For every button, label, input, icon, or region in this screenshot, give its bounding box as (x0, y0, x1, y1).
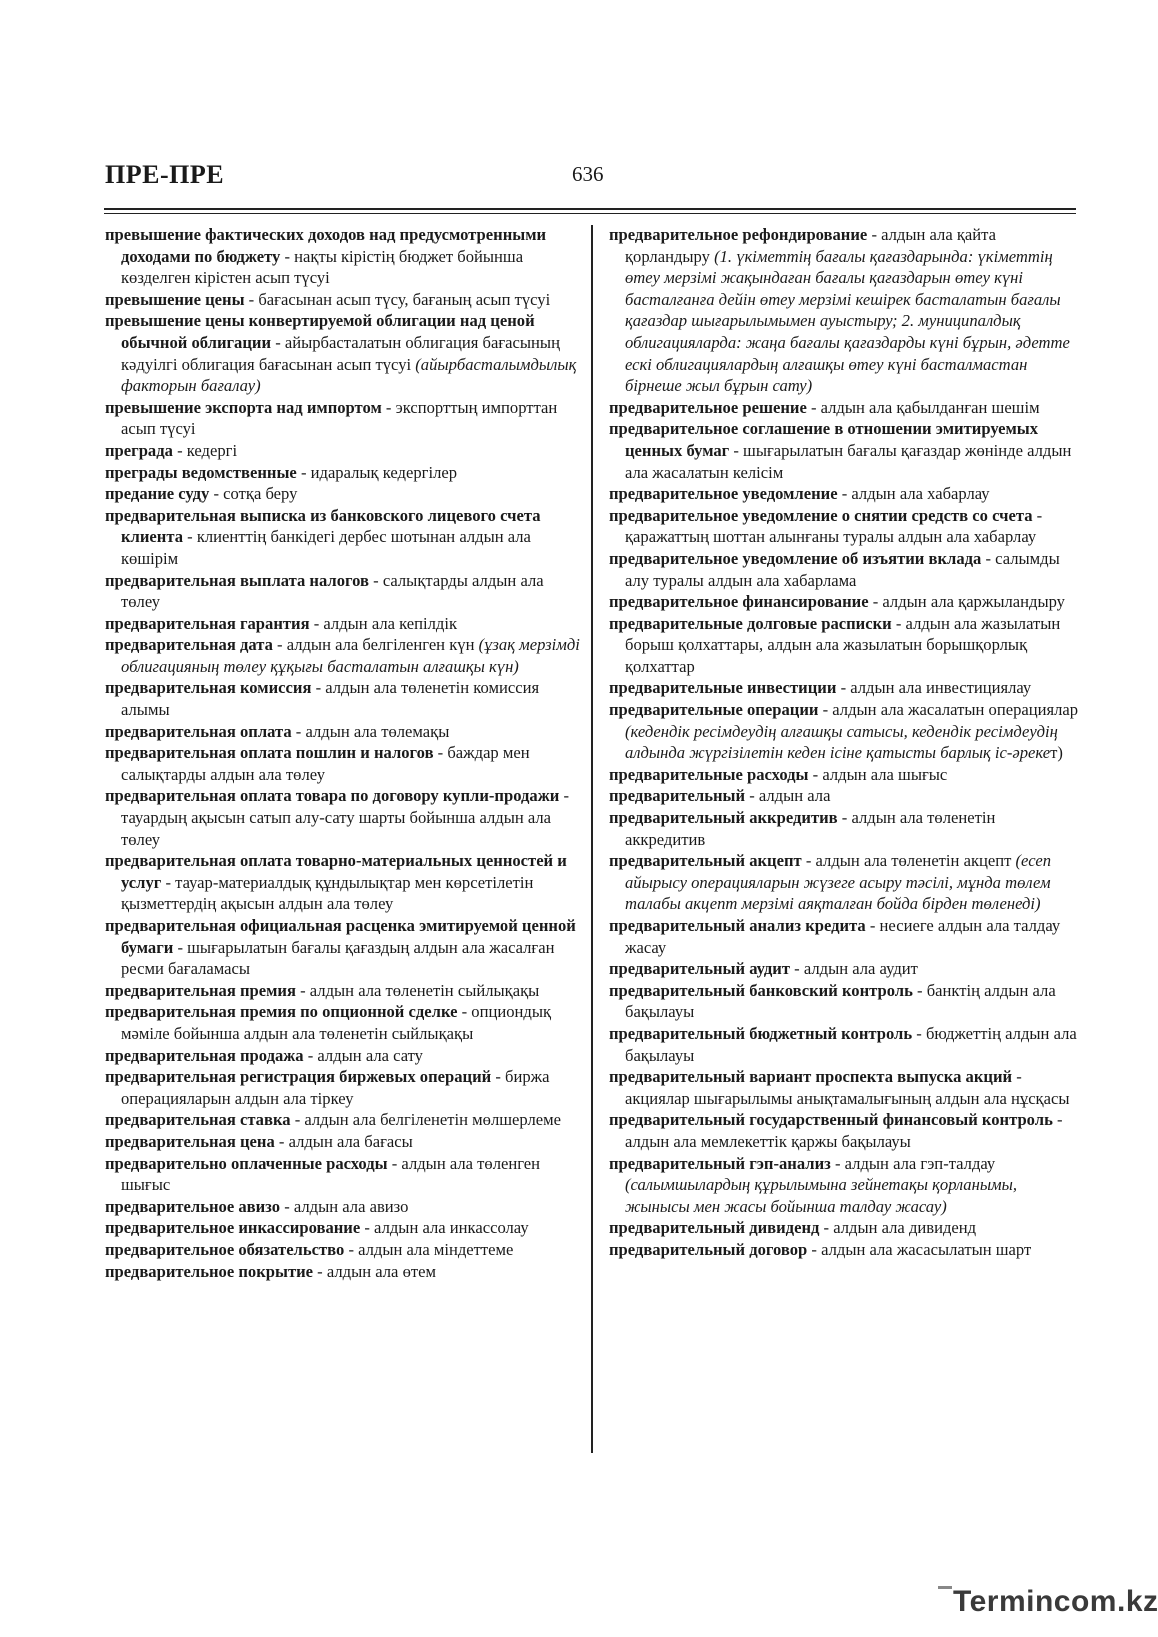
entry-definition: - идаралық кедергілер (296, 462, 458, 482)
entry-term: превышение цены (105, 289, 245, 309)
dictionary-entry (105, 850, 580, 915)
entry-term: предварительная оплата товарно-материальных ценностей и услуг (105, 851, 567, 892)
dictionary-entry (105, 677, 580, 720)
dictionary-entry (609, 548, 1079, 591)
entry-term: предварительное финансирование (609, 592, 869, 612)
dictionary-entry (105, 483, 580, 505)
entry-term: предварительный (609, 786, 746, 806)
entry-term: предварительный аккредитив (609, 808, 838, 828)
entry-definition: - биржа операцияларын алдын ала тіркеу (121, 1067, 550, 1108)
entry-definition: - алдын ала өтем (313, 1261, 436, 1281)
entry-term: предварительная премия (105, 980, 296, 1000)
entry-term: превышение фактических доходов над предусмотренными доходами по бюджету (105, 225, 547, 266)
entry-term: предварительное уведомление об изъятии вклада (609, 548, 982, 568)
dictionary-entry (105, 1239, 580, 1261)
entry-term: предварительная выплата налогов (105, 570, 369, 590)
entry-term: предварительное авизо (105, 1196, 281, 1216)
entry-definition: - тауар-материалдық құндылықтар мен көрсетілетін қызметтердің ақысын алдын ала төлеу (121, 872, 534, 914)
dictionary-entry (105, 1196, 580, 1218)
dictionary-entry (609, 764, 1079, 786)
entry-note: (1. үкіметтің бағалы қағаздарында: үкіметтің өтеу мерзімі жақындаған бағалы қағаздарын өтеу күні басталғанға дейін өтеу мерзімі кешірек басталатын бағалы қағаздар шығарылымымен ауыстыру; 2. муниципалдық облигацияларда: жаңа бағалы қағаздарды күні бұрын, әдетте ескі облигациялардың алғашқы өтеу күні басталмастан бірнеше жыл бұрын сату) (625, 246, 1070, 396)
right-column (609, 224, 1079, 1261)
entry-term: предварительное инкассирование (105, 1218, 361, 1238)
dictionary-entry (105, 1217, 580, 1239)
entry-definition: - баждар мен салықтарды алдын ала төлеу (121, 743, 530, 784)
entry-term: предварительный бюджетный контроль (609, 1023, 913, 1043)
entry-definition: - алдын ала төлемақы (291, 721, 450, 741)
entry-definition: - нақты кірістің бюджет бойынша көзделген кірістен асып түсуі (121, 246, 524, 288)
dictionary-entry (609, 807, 1079, 850)
entry-definition: - алдын ала хабарлау (837, 484, 990, 504)
entry-definition: - шығарылатын бағалы қағаздар жөнінде алдын ала жасалатын келісім (625, 440, 1072, 482)
dictionary-entry (105, 915, 580, 980)
entry-term: преграды ведомственные (105, 462, 297, 482)
entry-term: предварительный банковский контроль (609, 980, 913, 1000)
entry-definition: - опциондық мәміле бойынша алдын ала төленетін сыйлықақы (121, 1002, 552, 1043)
dictionary-entry (609, 1217, 1079, 1239)
entry-definition: - алдын ала қаржыландыру (868, 592, 1065, 612)
entry-definition: - несиеге алдын ала талдау жасау (625, 916, 1061, 957)
entry-term: предварительные операции (609, 700, 819, 720)
dictionary-entry (105, 1153, 580, 1196)
dictionary-entry (609, 397, 1079, 419)
entry-definition: - кедергі (172, 440, 238, 460)
entry-definition: - тауардың ақысын сатып алу-сату шарты бойынша алдын ала төлеу (121, 786, 570, 849)
entry-definition: - акциялар шығарылымы анықтамалығының алдын ала нұсқасы (625, 1067, 1070, 1108)
entry-definition: - бағасынан асып түсу, бағаның асып түсуі (244, 289, 551, 309)
entry-definition: - алдын ала міндеттеме (344, 1239, 514, 1259)
entry-term: предварительная гарантия (105, 613, 310, 633)
entry-definition: - алдын ала дивиденд (819, 1218, 977, 1238)
dictionary-entry (609, 958, 1079, 980)
logo-bar-icon (938, 1586, 952, 1589)
dictionary-entry (105, 721, 580, 743)
entry-term: предварительное решение (609, 397, 807, 417)
dictionary-entry (609, 1239, 1079, 1261)
entry-term: предание суду (105, 484, 210, 504)
entry-definition: - айырбасталатын облигация бағасының кәдуілгі облигация бағасынан асып түсуі (121, 332, 560, 374)
entry-term: предварительный аудит (609, 959, 791, 979)
entry-term: предварительный вариант проспекта выпуска акций (609, 1067, 1013, 1087)
left-column (105, 224, 580, 1282)
entry-term: предварительный анализ кредита (609, 916, 866, 935)
entry-term: предварительная дата (105, 635, 273, 655)
entry-definition: - алдын ала сату (303, 1045, 423, 1065)
entry-definition: - алдын ала мемлекеттік қаржы бақылауы (625, 1110, 1063, 1151)
entry-definition: - алдын ала авизо (280, 1196, 409, 1216)
dictionary-entry (609, 677, 1079, 699)
dictionary-entry (105, 570, 580, 613)
entry-definition: - алдын ала қабылданған шешім (806, 397, 1040, 417)
entry-definition: - алдын ала шығыс (808, 764, 948, 784)
entry-definition: - салықтарды алдын ала төлеу (121, 570, 544, 612)
entry-term: предварительный государственный финансовый контроль (609, 1110, 1053, 1130)
entry-definition: - шығарылатын бағалы қағаздың алдын ала жасалған ресми бағаламасы (121, 937, 555, 979)
entry-term: предварительные инвестиции (609, 678, 837, 698)
dictionary-entry (609, 505, 1079, 548)
entry-term: предварительный договор (609, 1239, 808, 1259)
entry-tail: т) (1050, 743, 1063, 763)
dictionary-entry (105, 1045, 580, 1067)
entry-term: превышение цены конвертируемой облигации над ценой обычной облигации (105, 311, 535, 352)
entry-definition: - қаражаттың шоттан алынғаны туралы алдын ала хабарлау (625, 505, 1043, 547)
dictionary-entry (105, 785, 580, 850)
dictionary-entry (609, 785, 1079, 807)
dictionary-entry (105, 1109, 580, 1131)
entry-term: предварительно оплаченные расходы (105, 1153, 388, 1173)
entry-term: предварительная официальная расценка эмитируемой ценной бумаги (105, 916, 576, 957)
entry-note: (салымшылардың құрылымына зейнетақы қорланымы, жынысы мен жасы бойынша талдау жасау) (625, 1175, 1018, 1216)
entry-term: предварительное обязательство (105, 1239, 345, 1259)
entry-definition: - алдын ала төленген шығыс (121, 1153, 541, 1195)
entry-term: предварительное покрытие (105, 1261, 314, 1281)
entry-definition: - алдын ала кепілдік (309, 613, 458, 633)
site-logo (938, 1585, 1158, 1619)
dictionary-entry (609, 915, 1079, 958)
dictionary-entry (609, 1153, 1079, 1218)
entry-term: предварительная выписка из банковского лицевого счета клиента (105, 505, 541, 547)
dictionary-entry (609, 224, 1079, 397)
entry-term: предварительное уведомление о снятии средств со счета (609, 505, 1033, 525)
dictionary-entry (105, 980, 580, 1002)
entry-term: предварительный акцепт (609, 851, 802, 871)
dictionary-entry (105, 440, 580, 462)
entry-definition: - салымды алу туралы алдын ала хабарлама (625, 548, 1060, 590)
entry-term: предварительные долговые расписки (609, 613, 892, 633)
dictionary-entry (105, 310, 580, 396)
dictionary-entry (105, 1261, 580, 1283)
dictionary-entry (105, 289, 580, 311)
dictionary-entry (105, 462, 580, 484)
dictionary-entry (105, 224, 580, 289)
entry-definition: - алдын ала қайта қорландыру (625, 225, 996, 266)
dictionary-entry (609, 699, 1079, 764)
entry-definition: - алдын ала төленетін сыйлықақы (295, 980, 540, 1000)
entry-definition: - алдын ала төленетін комиссия алымы (121, 678, 540, 720)
entry-term: предварительное рефондирование (609, 225, 868, 244)
dictionary-entry (105, 742, 580, 785)
entry-term: предварительные расходы (609, 764, 809, 784)
page-header-title: ПРЕ-ПРЕ (105, 160, 225, 189)
entry-definition: - алдын ала гэп-талдау (830, 1153, 996, 1173)
dictionary-entry (609, 1066, 1079, 1109)
entry-term: предварительное соглашение в отношении эмитируемых ценных бумаг (609, 419, 1039, 460)
dictionary-entry (105, 634, 580, 677)
entry-term: предварительная цена (105, 1131, 275, 1151)
header-rule-thin (104, 213, 1076, 214)
entry-term: предварительная оплата пошлин и налогов (105, 743, 434, 763)
entry-definition: - алдын ала белгіленген күн (272, 635, 479, 655)
dictionary-entry (609, 850, 1079, 915)
entry-term: предварительная продажа (105, 1045, 304, 1065)
entry-term: преграда (105, 440, 173, 460)
entry-definition: - банктің алдын ала бақылауы (625, 980, 1056, 1022)
entry-note: (айырбасталымдылық факторын бағалау) (121, 354, 577, 396)
entry-term: превышение экспорта над импортом (105, 397, 382, 417)
entry-term: предварительная регистрация биржевых операций (105, 1067, 492, 1087)
dictionary-entry (105, 1131, 580, 1153)
entry-term: предварительный гэп-анализ (609, 1153, 831, 1173)
entry-term: предварительная оплата товара по договору купли-продажи (105, 786, 560, 806)
entry-definition: - алдын ала (745, 786, 831, 806)
entry-definition: - алдын ала белгіленетін мөлшерлеме (290, 1110, 561, 1130)
entry-term: предварительная комиссия (105, 678, 312, 698)
header-rule-thick (104, 208, 1076, 210)
dictionary-entry (105, 505, 580, 570)
entry-note: (есеп айырысу операцияларын жүзеге асыру тәсілі, мұнда төлем талабы акцепт мерзімі аяқталған бойда бірден төленеді) (625, 851, 1052, 914)
dictionary-entry (609, 591, 1079, 613)
entry-definition: - экспорттың импорттан асып түсуі (121, 397, 558, 439)
dictionary-entry (609, 1109, 1079, 1152)
dictionary-entry (105, 1001, 580, 1044)
entry-definition: - алдын ала жасалатын операциялар (818, 700, 1079, 720)
entry-definition: - алдын ала инвестициялау (836, 678, 1032, 698)
entry-note: (кедендік ресімдеудің алғашқы сатысы, кедендік ресімдеудің алдында жүргізілетін кеден ісіне қатысты барлық іс-әреке (625, 721, 1058, 763)
entry-term: предварительный дивиденд (609, 1218, 820, 1238)
entry-term: предварительная ставка (105, 1110, 291, 1130)
entry-term: предварительная оплата (105, 721, 292, 741)
entry-definition: - алдын ала төленетін аккредитив (625, 808, 996, 849)
entry-definition: - алдын ала төленетін акцепт (801, 851, 1016, 871)
entry-term: предварительная премия по опционной сделке (105, 1002, 458, 1022)
dictionary-entry (105, 1066, 580, 1109)
entry-definition: - клиенттің банкідегі дербес шотынан алдын ала көшірім (121, 527, 531, 568)
dictionary-entry (105, 613, 580, 635)
entry-definition: - алдын ала инкассолау (360, 1218, 529, 1238)
entry-definition: - алдын ала бағасы (274, 1131, 413, 1151)
entry-definition: - алдын ала жазылатын борыш қолхаттары, алдын ала жазылатын борышқорлық қолхаттар (625, 613, 1061, 676)
entry-note: (ұзақ мерзімді облигацияның төлеу құқығы басталатын алғашқы күн) (121, 635, 580, 676)
page-number: 636 (572, 162, 604, 186)
entry-definition: - алдын ала жасасылатын шарт (807, 1239, 1032, 1259)
dictionary-entry (609, 418, 1079, 483)
dictionary-entry (609, 483, 1079, 505)
dictionary-entry (609, 613, 1079, 678)
entry-term: предварительное уведомление (609, 484, 838, 504)
entry-definition: - сотқа беру (209, 484, 298, 504)
dictionary-entry (105, 397, 580, 440)
entry-definition: - бюджеттің алдын ала бақылауы (625, 1023, 1077, 1065)
logo-text: Termincom.kz (953, 1585, 1158, 1618)
entry-definition: - алдын ала аудит (790, 959, 918, 979)
dictionary-entry (609, 1023, 1079, 1066)
dictionary-entry (609, 980, 1079, 1023)
column-divider (591, 225, 593, 1453)
